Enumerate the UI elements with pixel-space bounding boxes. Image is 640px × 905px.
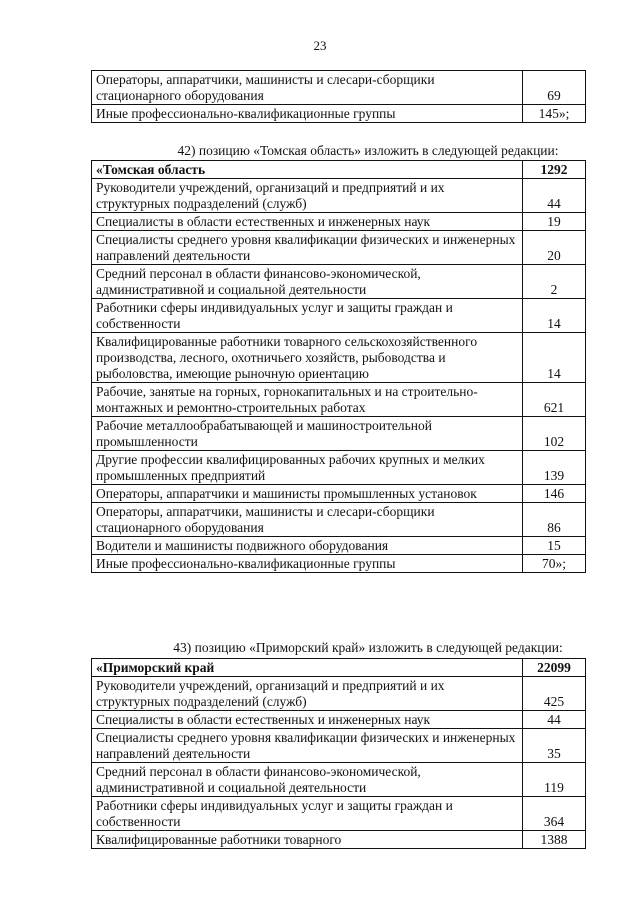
row-value: 621 xyxy=(523,383,586,417)
primorsky-krai-table xyxy=(91,658,586,849)
row-value: 364 xyxy=(523,797,586,831)
table-row xyxy=(92,677,586,711)
table-row xyxy=(92,231,586,265)
row-label: Средний персонал в области финансово-экономической, административной и социальной деятельности xyxy=(92,265,523,299)
row-value: 146 xyxy=(523,485,586,503)
row-value: 14 xyxy=(523,299,586,333)
row-value: 44 xyxy=(523,179,586,213)
row-label: Другие профессии квалифицированных рабочих крупных и мелких промышленных предприятий xyxy=(92,451,523,485)
table-row xyxy=(92,417,586,451)
row-value: 119 xyxy=(523,763,586,797)
row-label: Специалисты среднего уровня квалификации физических и инженерных направлений деятельности xyxy=(92,729,523,763)
section-heading-42: 42) позицию «Томская область» изложить в следующей редакции: xyxy=(177,143,559,158)
row-label: Операторы, аппаратчики и машинисты промышленных установок xyxy=(92,485,523,503)
row-value: 14 xyxy=(523,333,586,383)
row-label: Рабочие, занятые на горных, горнокапитальных и на строительно-монтажных и ремонтно-строительных работах xyxy=(92,383,523,417)
table-row xyxy=(92,213,586,231)
row-value: 15 xyxy=(523,537,586,555)
row-value: 69 xyxy=(523,71,586,105)
row-label: Работники сферы индивидуальных услуг и защиты граждан и собственности xyxy=(92,797,523,831)
row-value: 425 xyxy=(523,677,586,711)
row-label: Иные профессионально-квалификационные группы xyxy=(92,105,523,123)
row-label: Специалисты среднего уровня квалификации физических и инженерных направлений деятельности xyxy=(92,231,523,265)
table-row xyxy=(92,333,586,383)
row-value: 102 xyxy=(523,417,586,451)
row-label: Специалисты в области естественных и инженерных наук xyxy=(92,213,523,231)
page-number: 23 xyxy=(313,38,327,53)
table-header-row xyxy=(92,659,586,677)
row-value: 20 xyxy=(523,231,586,265)
region-total: 1292 xyxy=(523,161,586,179)
continued-table xyxy=(91,70,586,123)
row-value: 2 xyxy=(523,265,586,299)
row-label: Операторы, аппаратчики, машинисты и слесари-сборщики стационарного оборудования xyxy=(92,71,523,105)
table-row xyxy=(92,711,586,729)
table-row xyxy=(92,485,586,503)
section-heading-43: 43) позицию «Приморский край» изложить в следующей редакции: xyxy=(173,640,563,655)
region-name: «Томская область xyxy=(92,161,523,179)
row-value: 35 xyxy=(523,729,586,763)
row-value: 139 xyxy=(523,451,586,485)
row-label: Водители и машинисты подвижного оборудования xyxy=(92,537,523,555)
table-row xyxy=(92,797,586,831)
row-value: 145»; xyxy=(523,105,586,123)
region-total: 22099 xyxy=(523,659,586,677)
row-label: Средний персонал в области финансово-экономической, административной и социальной деятельности xyxy=(92,763,523,797)
table-row xyxy=(92,383,586,417)
row-label: Работники сферы индивидуальных услуг и защиты граждан и собственности xyxy=(92,299,523,333)
table-row xyxy=(92,831,586,849)
row-value: 19 xyxy=(523,213,586,231)
table-header-row xyxy=(92,161,586,179)
tomsk-region-table xyxy=(91,160,586,573)
row-label: Специалисты в области естественных и инженерных наук xyxy=(92,711,523,729)
row-label: Руководители учреждений, организаций и предприятий и их структурных подразделений (служб) xyxy=(92,677,523,711)
table-row xyxy=(92,729,586,763)
row-value: 44 xyxy=(523,711,586,729)
table-row xyxy=(92,71,586,105)
table-row xyxy=(92,763,586,797)
row-label: Квалифицированные работники товарного xyxy=(92,831,523,849)
table-row xyxy=(92,451,586,485)
table-row xyxy=(92,503,586,537)
row-label: Квалифицированные работники товарного сельскохозяйственного производства, лесного, охотничьего хозяйств, рыбоводства и рыболовства, имеющие рыночную ориентацию xyxy=(92,333,523,383)
row-value: 70»; xyxy=(523,555,586,573)
row-label: Иные профессионально-квалификационные группы xyxy=(92,555,523,573)
table-row xyxy=(92,555,586,573)
table-row xyxy=(92,265,586,299)
row-label: Руководители учреждений, организаций и предприятий и их структурных подразделений (служб) xyxy=(92,179,523,213)
row-value: 86 xyxy=(523,503,586,537)
table-row xyxy=(92,105,586,123)
table-row xyxy=(92,179,586,213)
row-label: Операторы, аппаратчики, машинисты и слесари-сборщики стационарного оборудования xyxy=(92,503,523,537)
region-name: «Приморский край xyxy=(92,659,523,677)
row-value: 1388 xyxy=(523,831,586,849)
table-row xyxy=(92,537,586,555)
row-label: Рабочие металлообрабатывающей и машиностроительной промышленности xyxy=(92,417,523,451)
table-row xyxy=(92,299,586,333)
